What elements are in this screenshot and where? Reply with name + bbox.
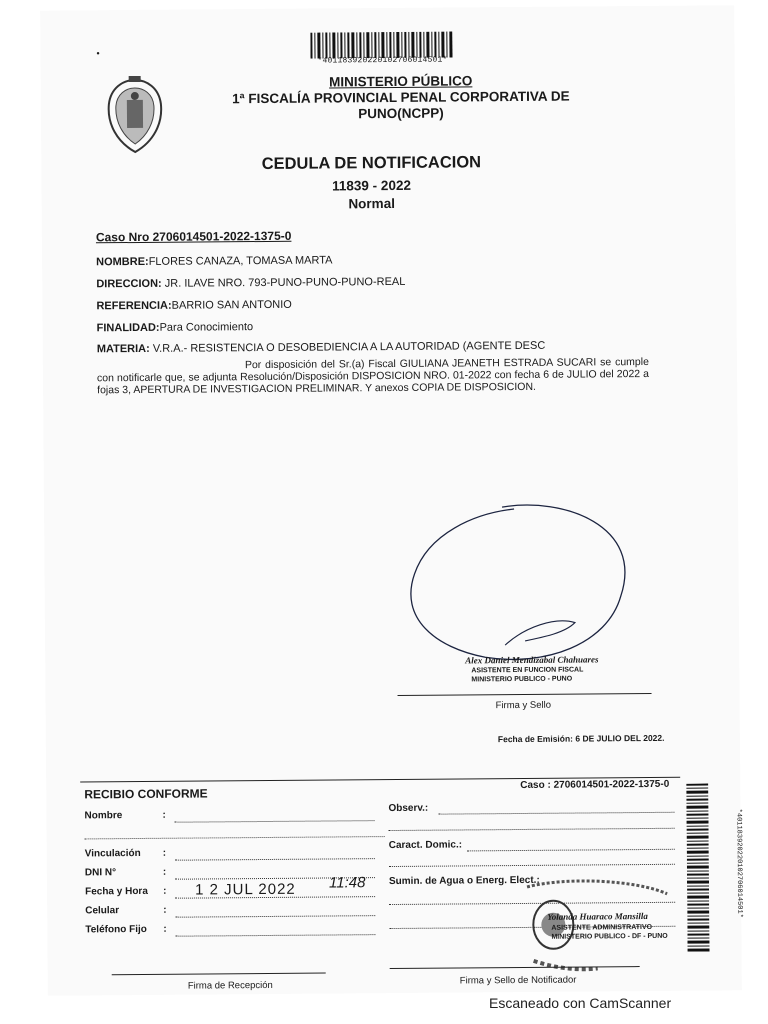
reception-signature-line — [112, 973, 326, 976]
field-label: FINALIDAD: — [96, 321, 160, 335]
observ-input-line-2[interactable] — [389, 828, 675, 831]
receipt-colon: : — [163, 923, 167, 935]
document-title: CEDULA DE NOTIFICACION — [261, 153, 482, 174]
barcode-top-number: *40118392022010270601450​1* — [317, 55, 448, 66]
notification-body — [97, 356, 649, 396]
ministry-name: MINISTERIO PÚBLICO — [329, 73, 473, 90]
notifier-office: MINISTERIO PUBLICO - DF - PUNO — [551, 932, 668, 941]
notifier-role: ASISTENTE ADMINISTRATIVO — [551, 923, 653, 932]
barcode-top — [310, 32, 452, 59]
nombre-input-line[interactable] — [175, 820, 375, 823]
case-number: Caso Nro 2706014501-2022-1375-0 — [95, 228, 292, 245]
receipt-label-dni: DNI N° — [84, 867, 117, 879]
signer-role: ASISTENTE EN FUNCION FISCAL — [471, 666, 584, 675]
receipt-colon: : — [162, 866, 167, 878]
issue-date: Fecha de Emisión: 6 DE JULIO DEL 2022. — [497, 732, 665, 745]
field-value: V.R.A.- RESISTENCIA O DESOBEDIENCIA A LA AUTORIDAD (AGENTE DESC — [149, 339, 546, 355]
field-label: NOMBRE: — [96, 255, 149, 269]
field-value: FLORES CANAZA, TOMASA MARTA — [148, 254, 333, 268]
notifier-name: Yolanda Huaraco Mansilla — [547, 910, 648, 922]
field-materia — [97, 340, 546, 356]
field-value: JR. ILAVE NRO. 793-PUNO-PUNO-PUNO-REAL — [161, 275, 406, 290]
office-line-1: 1ª FISCALÍA PROVINCIAL PENAL CORPORATIVA DE — [232, 88, 570, 107]
field-referencia — [96, 299, 291, 313]
field-label: REFERENCIA: — [96, 299, 172, 313]
field-value: Para Conocimiento — [159, 321, 254, 334]
celular-input-line[interactable] — [175, 915, 375, 918]
field-nombre — [96, 254, 332, 268]
receipt-label-vinculacion: Vinculación — [84, 847, 141, 860]
field-direccion — [96, 276, 405, 290]
receipt-case: Caso : 2706014501-2022-1375-0 — [520, 778, 670, 791]
receipt-label-telefono: Teléfono Fijo — [85, 923, 147, 936]
handwritten-date: 1 2 JUL 2022 — [194, 880, 296, 899]
field-label: MATERIA: — [96, 342, 150, 356]
field-finalidad — [97, 321, 254, 334]
document-sheet — [40, 5, 742, 995]
scanner-watermark: Escaneado con CamScanner — [489, 995, 672, 1011]
office-line-2: PUNO(NCPP) — [358, 105, 444, 122]
barcode-side — [686, 784, 709, 952]
receipt-colon: : — [163, 885, 167, 897]
ministry-seal-icon — [103, 74, 168, 159]
receipt-label-caract: Caract. Domic.: — [388, 839, 463, 852]
receipt-colon: : — [162, 809, 166, 821]
signature-line — [398, 693, 652, 696]
handwritten-signature — [394, 476, 636, 678]
field-value: BARRIO SAN ANTONIO — [171, 298, 292, 312]
observ-input-line[interactable] — [438, 812, 674, 815]
receipt-label-celular: Celular — [85, 905, 120, 917]
field-label: DIRECCION: — [96, 277, 162, 291]
document-type: Normal — [348, 195, 395, 212]
receipt-label-observ: Observ.: — [388, 802, 429, 815]
notifier-signature-label: Firma y Sello de Notificador — [459, 974, 577, 987]
scan-mark: • — [96, 48, 100, 59]
caract-input-line-2[interactable] — [389, 864, 675, 867]
receipt-label-fecha-hora: Fecha y Hora — [85, 885, 148, 898]
reception-signature-label: Firma de Recepción — [187, 979, 273, 992]
receipt-label-nombre: Nombre — [84, 810, 123, 822]
signer-office: MINISTERIO PUBLICO - PUNO — [471, 675, 573, 684]
body-text: Por disposición del Sr.(a) Fiscal GIULIANA JEANETH ESTRADA SUCARI se cumple con notificarle que, se adjunta Resolución/Disposición DISPOSICION NRO. 01-2022 con fecha 6 de JULIO del 2022 a fojas 3, APERTURA DE INVESTIGACION PRELIMINAR. Y anexos COPIA DE DISPOSICION. — [96, 355, 650, 397]
signer-name: Alex Daniel Mendizabal Chahuares — [465, 654, 599, 666]
indent — [97, 368, 245, 369]
telefono-input-line[interactable] — [175, 934, 375, 937]
receipt-colon: : — [162, 847, 167, 859]
ministry-header — [221, 72, 581, 123]
receipt-colon: : — [163, 904, 167, 916]
document-number: 11839 - 2022 — [332, 177, 411, 194]
barcode-side-number: *40118392022010270601450​1* — [734, 808, 744, 918]
receipt-separator — [85, 836, 385, 839]
receipt-label-suministro: Sumin. de Agua o Energ. Elect.: — [388, 874, 540, 888]
signature-label: Firma y Sello — [495, 699, 552, 712]
caract-input-line[interactable] — [467, 849, 675, 852]
receipt-title: RECIBIO CONFORME — [84, 786, 208, 802]
handwritten-time: 11:48 — [328, 874, 366, 892]
vinculacion-input-line[interactable] — [175, 858, 375, 861]
